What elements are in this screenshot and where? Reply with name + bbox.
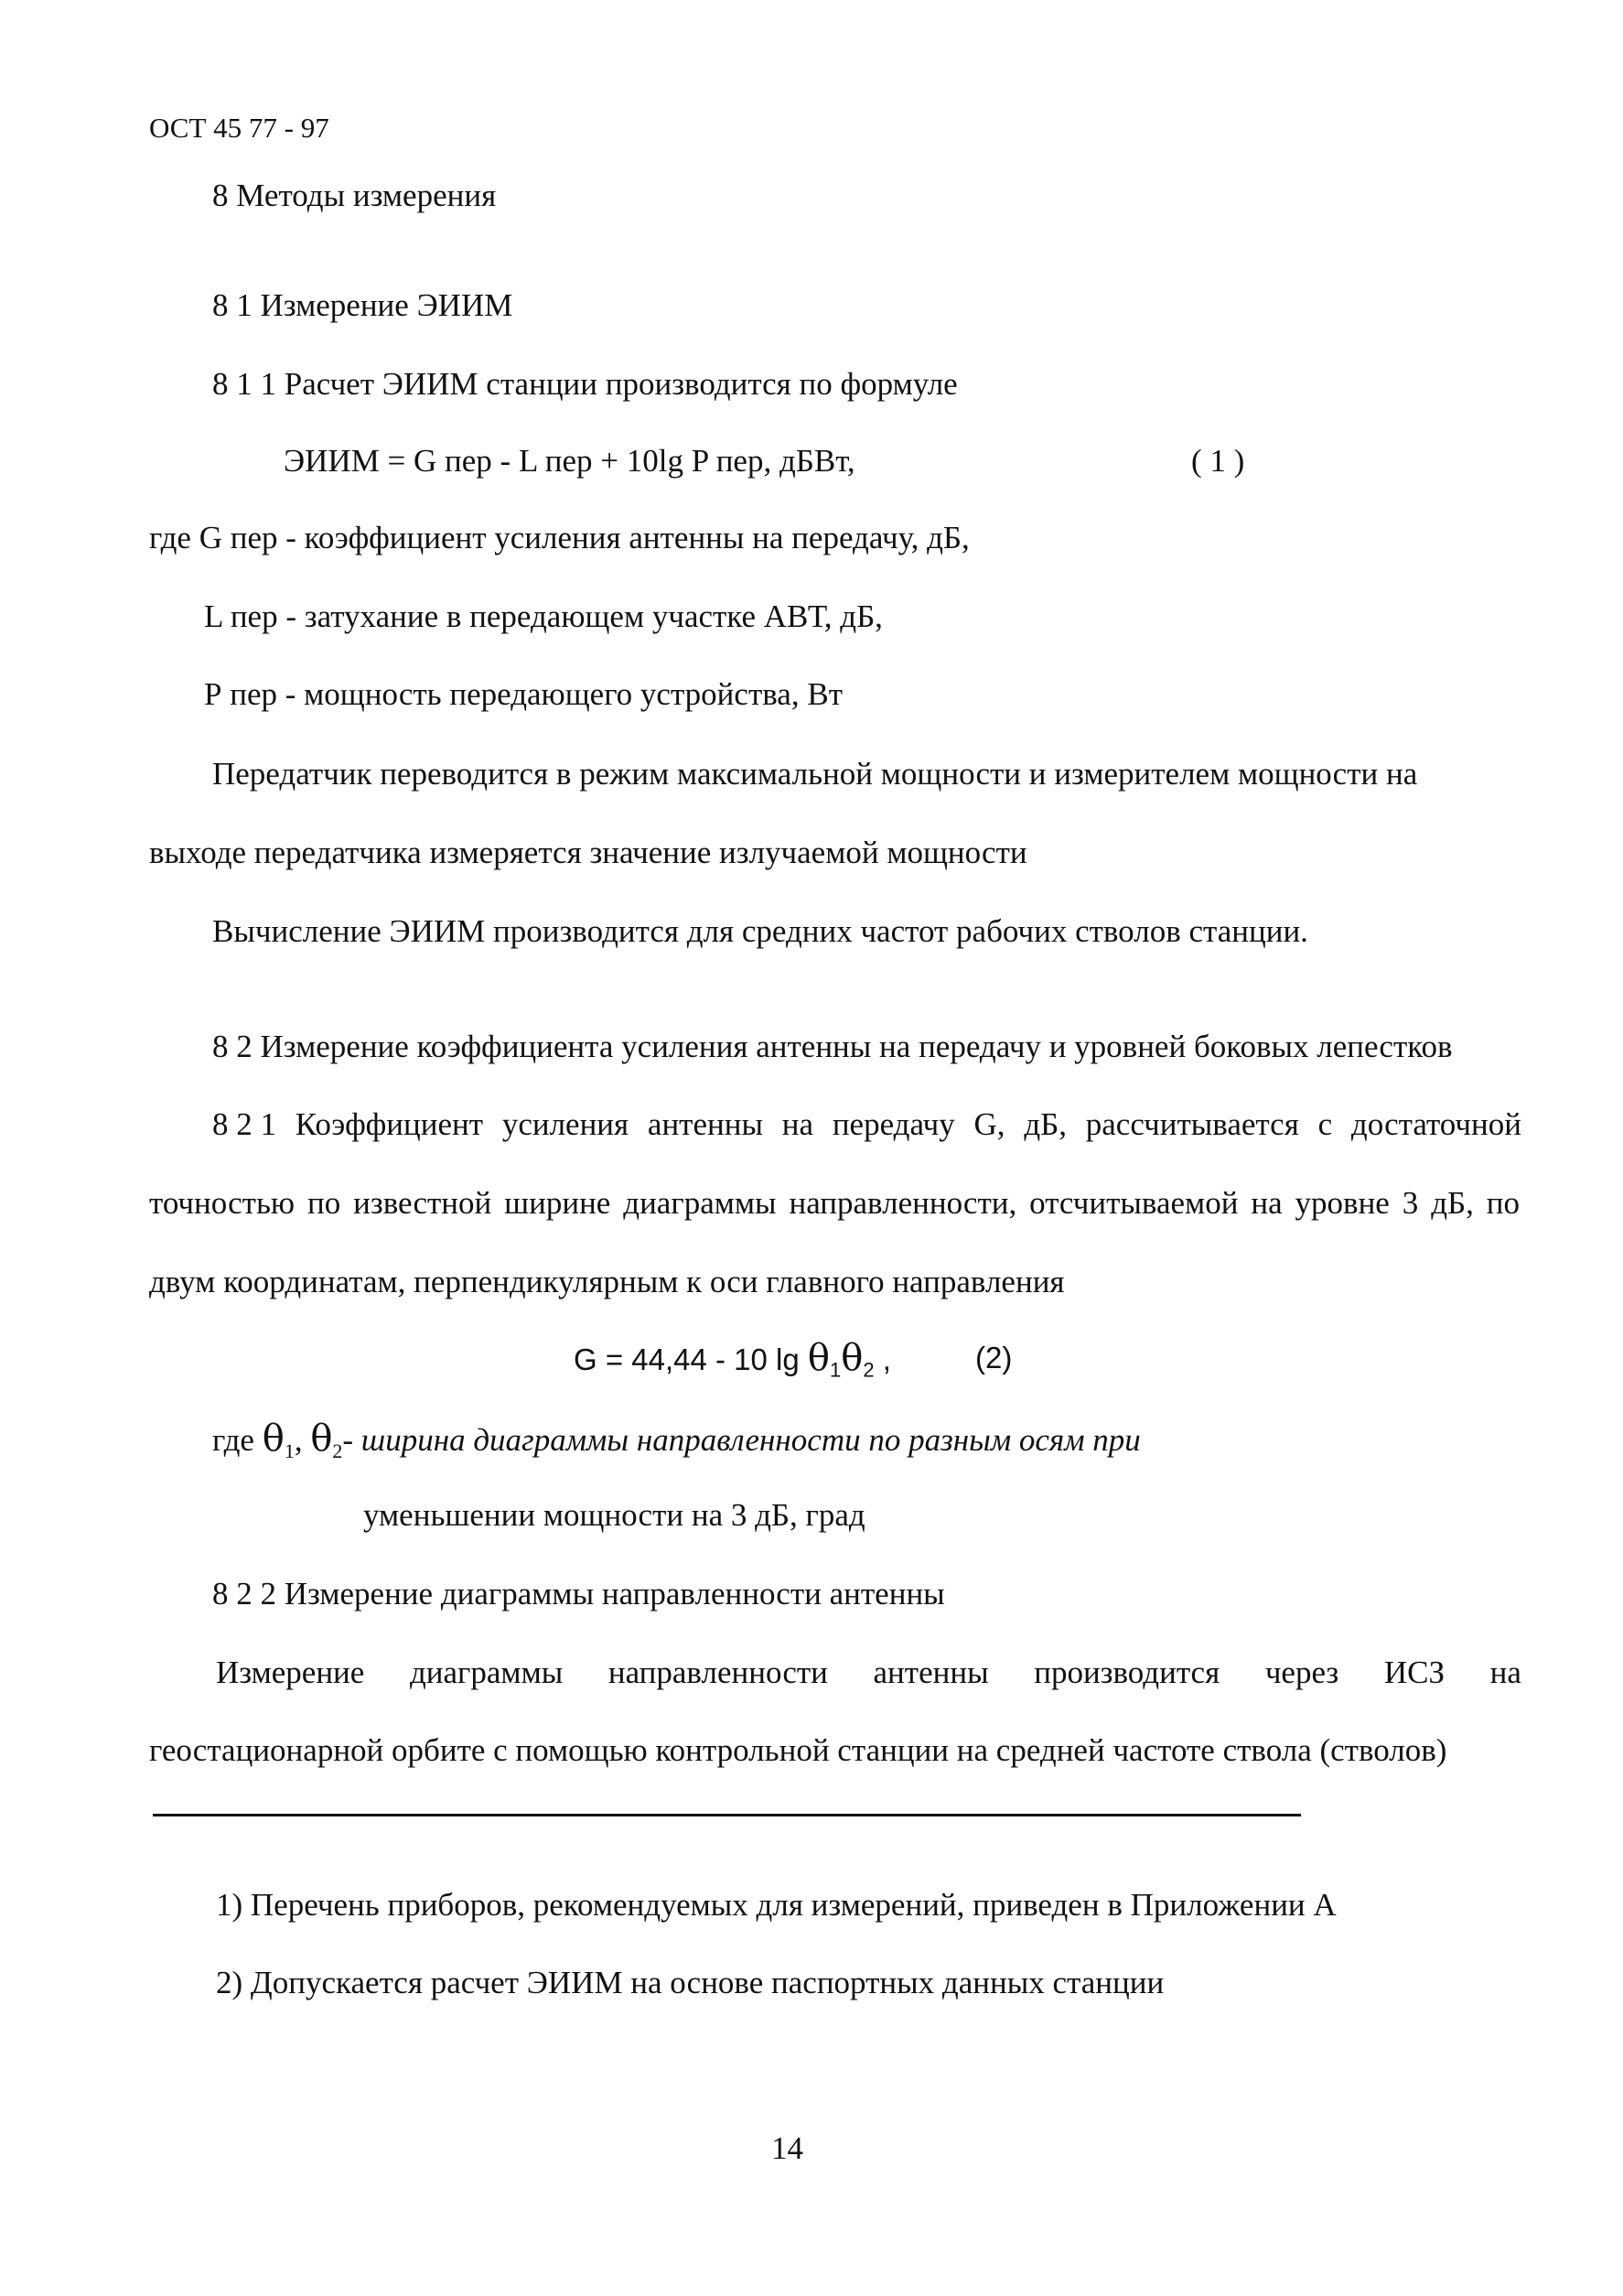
subsection-8-2-title: 8 2 Измерение коэффициента усиления антенны на передачу и уровней боковых лепестков [212,1029,1453,1064]
separator: , [294,1422,303,1458]
word: производится [1034,1655,1220,1690]
footnote-divider [153,1814,1301,1816]
subscript: 2 [332,1439,343,1462]
word: известной [353,1185,492,1221]
where-l: L пер - затухание в передающем участке АВТ, дБ, [204,598,883,634]
word: 3 [1402,1185,1419,1221]
word: на [781,1106,814,1142]
doc-code: ОСТ 45 77 - 97 [149,112,329,144]
where-theta [212,1418,1141,1461]
footnote-2: 2) Допускается расчет ЭИИМ на основе паспортных данных станции [216,1965,1165,2000]
word: с [1317,1106,1333,1142]
subsection-8-2-1-line-2 [149,1183,1520,1223]
word: передачу [832,1106,955,1142]
subsection-8-2-1-line-1 [212,1105,1521,1145]
subsection-8-2-2-line-2: геостационарной орбите с помощью контрольной станции на средней частоте ствола (стволов) [149,1732,1447,1768]
word: ширине [504,1185,611,1221]
word: антенны [647,1106,763,1142]
formula-2 [574,1338,891,1380]
word: точностью [149,1185,296,1221]
word: ИСЗ [1383,1655,1446,1690]
theta-symbol: θ [262,1417,285,1460]
subsection-8-2-2-title: 8 2 2 Измерение диаграммы направленности антенны [212,1576,945,1612]
formula-1: ЭИИМ = G пер - L пер + 10lg P пер, дБВт, [284,443,855,479]
paragraph-calculation: Вычисление ЭИИМ производится для средних частот рабочих стволов станции. [212,913,1308,949]
word: диаграммы [409,1655,564,1690]
subsection-8-1-1: 8 1 1 Расчет ЭИИМ станции производится по формуле [212,366,958,402]
theta-symbol: θ [310,1417,333,1460]
paragraph-transmitter-line-2: выходе передатчика измеряется значение излучаемой мощности [149,835,1027,870]
word: Коэффициент [295,1106,484,1142]
word: отсчитываемой [1029,1185,1239,1221]
word: Измерение [216,1655,365,1690]
word: усиления [501,1106,629,1142]
subscript: 1 [284,1439,295,1462]
word: через [1264,1655,1339,1690]
formula-1-number: ( 1 ) [1191,443,1245,479]
subsection-8-1-title: 8 1 Измерение ЭИИМ [212,287,513,323]
subsection-8-2-1-line-3: двум координатам, перпендикулярным к оси главного направления [149,1264,1065,1299]
word: G, [973,1106,1005,1142]
theta-symbol: θ [807,1337,831,1379]
where-theta-text: - ширина диаграммы направленности по разным осям при [342,1422,1141,1458]
page-number: 14 [771,2130,803,2166]
word: дБ, [1024,1106,1067,1142]
word: антенны [873,1655,989,1690]
word: на [1251,1185,1283,1221]
subsection-8-2-2-line-1 [216,1653,1521,1693]
word: уровне [1295,1185,1390,1221]
word: по [307,1185,341,1221]
word: направленности, [789,1185,1017,1221]
word: направленности [607,1655,828,1690]
paragraph-transmitter-line-1: Передатчик переводится в режим максимальной мощности и измерителем мощности на [212,756,1418,792]
word: на [1489,1655,1521,1690]
subscript: 2 [863,1358,875,1382]
word: 8 2 1 [212,1106,276,1142]
word: рассчитывается [1085,1106,1299,1142]
where-theta-continued: уменьшении мощности на 3 дБ, град [363,1497,865,1533]
where-prefix: где [212,1422,254,1458]
section-title: 8 Методы измерения [212,178,497,213]
word: достаточной [1350,1106,1521,1142]
formula-2-comma: , [882,1342,891,1376]
word: дБ, [1431,1185,1474,1221]
subscript: 1 [830,1358,842,1382]
formula-2-number: (2) [975,1341,1013,1374]
where-p: Р пер - мощность передающего устройства, Вт [204,676,843,712]
theta-symbol: θ [841,1337,864,1379]
formula-2-lhs: G = 44,44 - 10 lg [574,1342,800,1376]
footnote-1: 1) Перечень приборов, рекомендуемых для измерений, приведен в Приложении А [216,1887,1337,1923]
word: диаграммы [623,1185,777,1221]
word: по [1486,1185,1520,1221]
where-g: где G пер - коэффициент усиления антенны на передачу, дБ, [149,520,970,555]
